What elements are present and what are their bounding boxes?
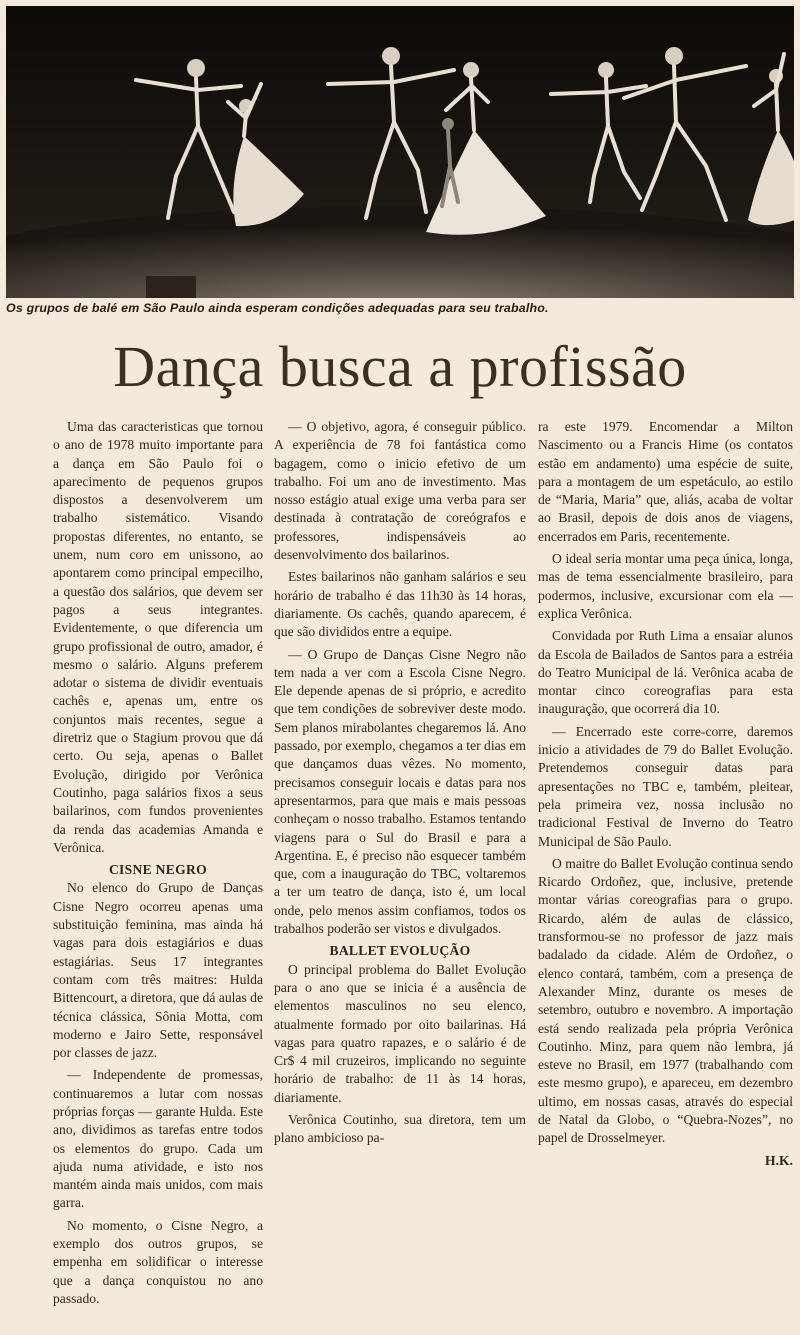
section-heading: CISNE NEGRO (108, 862, 208, 878)
paragraph: — Independente de promessas, continuaremos a lutar com nossas próprias forças — garante Hulda. Este ano, dividimos as tarefas entre todos os elementos do grupo. Cada um ajuda numa atividade, e isto nos mantém ainda mais unidos, com mais garra. (53, 1067, 263, 1211)
column-1 (53, 418, 263, 1312)
paragraph: Convidada por Ruth Lima a ensaiar alunos da Escola de Bailados de Santos para a estréia do Teatro Municipal de lá. Verônica acaba de montar cinco coreografias para esta inauguração, que ocorrerá dia 10. (538, 628, 793, 717)
paragraph: Estes bailarinos não ganham salários e seu horário de trabalho é das 11h30 às 14 horas, diariamente. Os cachês, quando aparecem, é que são divididos entre a equipe. (274, 569, 526, 640)
author-signature: H.K. (765, 1152, 793, 1168)
paragraph: ra este 1979. Encomendar a Milton Nascimento ou a Francis Hime (os contatos estão em andamento) uma espécie de suite, para a montagem de um espetáculo, ao estilo de “Maria, Maria” que, aliás, acaba de voltar ao Brasil, depois de dois anos de viagens, encerrados em Paris, recentemente. (538, 419, 793, 544)
paragraph: — O Grupo de Danças Cisne Negro não tem nada a ver com a Escola Cisne Negro. Ele depende apenas de si próprio, e acredito que tem condições de sobreviver deste modo. Sem planos mirabolantes chegaremos lá. Ano passado, por exemplo, chegamos a ter dias em que dançamos duas vêzes. No momento, precisamos conseguir locais e datas para nos apresentarmos, para que mais e mais pessoas conheçam o nosso trabalho. Estamos tentando viagens para o Sul do Brasil e para a Argentina. E, é preciso não esquecer também que, com a inauguração do TBC, voltaremos a ter um teatro de dança, isto é, um local onde, pelo menos assim confiamos, todos os trabalhos poderão ser vistos e divulgados. (274, 646, 526, 937)
column-2 (274, 418, 526, 1152)
headline: Dança busca a profissão (113, 334, 687, 399)
paragraph: Uma das caracteristicas que tornou o ano de 1978 muito importante para a dança em São Paulo foi o aparecimento de pequenos grupos dispostos a desenvolverem um trabalho sistemático. Visando propostas diferentes, no entanto, se unem, num coro em unissono, ao apontarem como principal empecilho, a questão dos salários, que devem ser pagos a seus integrantes. Evidentemente, o que diferencia um grupo profissional de outro, amador, é mesmo o salário. Alguns preferem adotar o sistema de dividir eventuais cachês e, apenas um, entre os conjuntos mais recentes, segue a diretriz que o Stagium provou que dá certo. Ou seja, apenas o Ballet Evolução, dirigido por Verônica Coutinho, paga salários fixos a seus bailarinos, com fundos provenientes da renda das academias Amanda e Verônica. (53, 419, 263, 855)
paragraph: Verônica Coutinho, sua diretora, tem um plano ambicioso pa- (274, 1111, 526, 1146)
paragraph: — Encerrado este corre-corre, daremos inicio a atividades de 79 do Ballet Evolução. Pretendemos conseguir datas para apresentações no TBC e, também, pleitear, pela primeira vez, nossa inclusão no tradicional Festival de Inverno do Teatro Municipal de São Paulo. (538, 723, 793, 849)
paragraph: O ideal seria montar uma peça única, longa, mas de tema essencialmente brasileiro, para podermos, inclusive, excursionar com ela — explica Verônica. (538, 551, 793, 621)
paragraph: O maitre do Ballet Evolução continua sendo Ricardo Ordoñez, que, inclusive, pretende montar várias coreografias para o grupo. Ricardo, além de aulas de clássico, transformou-se no professor de jazz mais badalado da cidade. Além de Ordoñez, o elenco contará, também, com a presença de Alexander Minz, durante os meses de setembro, outubro e novembro. A importação está sendo realizada pela própria Verônica Coutinho. Minz, para quem não lembra, já esteve no Brasil, em 1977 (trabalhando com este mesmo grupo), e apareceu, em dezembro ultimo, em nossas casas, através do especial de Natal da Globo, o “Quebra-Nozes”, no papel de Drosselmeyer. (538, 855, 793, 1146)
section-heading: BALLET EVOLUÇÃO (329, 943, 471, 959)
paragraph: No momento, o Cisne Negro, a exemplo dos outros grupos, se empenha em solidificar o interesse que a dança conquistou no ano passado. (53, 1217, 263, 1306)
ballet-photo (6, 6, 794, 298)
paragraph: O principal problema do Ballet Evolução para o ano que se inicia é a ausência de elementos masculinos no seu elenco, atualmente formado por oito bailarinas. Há vagas para quatro rapazes, e o salário é de Cr$ 4 mil cruzeiros, implicando no seguinte horário de trabalho: de 11 às 14 horas, diariamente. (274, 961, 526, 1105)
paragraph: No elenco do Grupo de Danças Cisne Negro ocorreu apenas uma substituição feminina, mas ainda há vagas para dois estagiários e duas estagiárias. Seus 17 integrantes contam com três maitres: Hulda Bittencourt, a diretora, que dá aulas de técnica clássica, Sônia Motta, com moderno e Jairo Sette, responsável por classes de jazz. (53, 880, 263, 1061)
photo-caption: Os grupos de balé em São Paulo ainda esperam condições adequadas para seu trabalho. (6, 301, 549, 315)
paragraph: — O objetivo, agora, é conseguir público. A experiência de 78 foi fantástica como bagagem, como o inicio efetivo de um trabalho. Foi um ano de investimento. Mas nosso estágio atual exige uma verba para ser destinada à contratação de coreógrafos e professores, indispensáveis ao desenvolvimento dos bailarinos. (274, 419, 526, 563)
column-3 (538, 418, 793, 1170)
